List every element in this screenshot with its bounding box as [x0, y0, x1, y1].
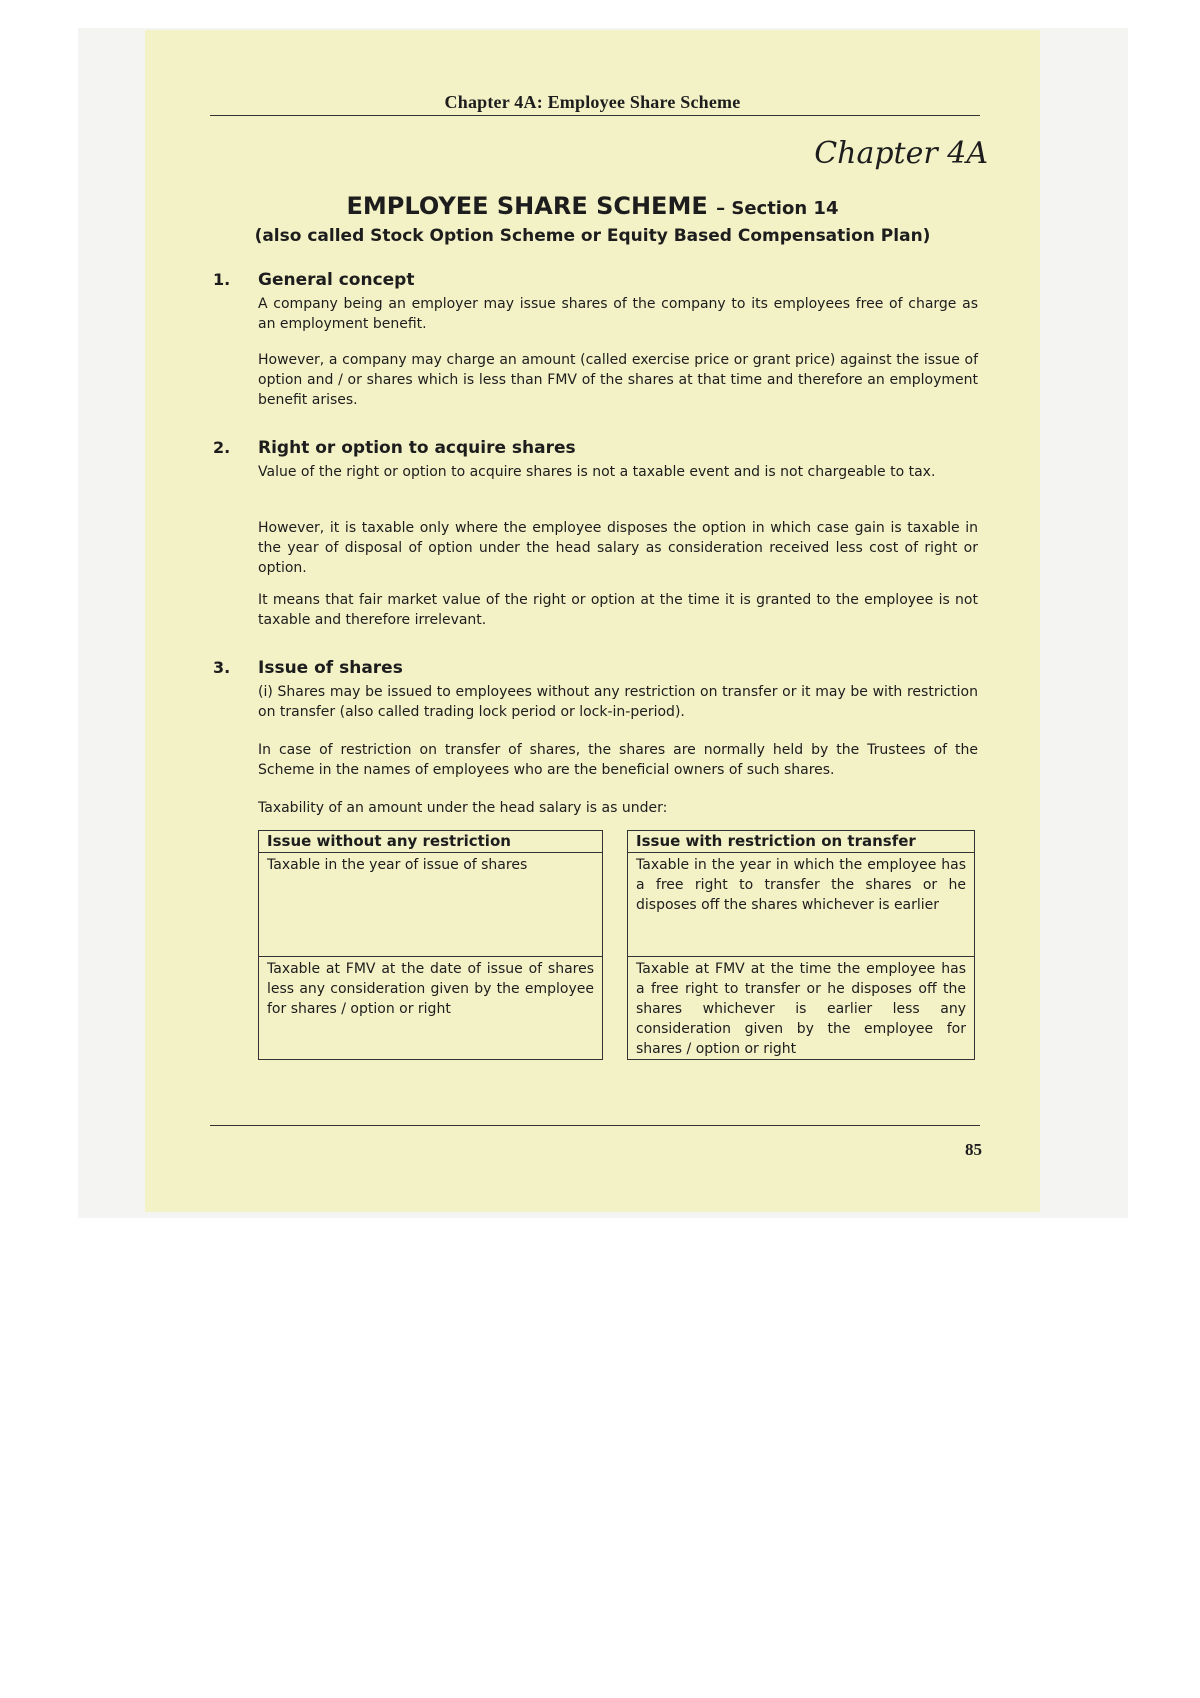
table-header: Issue without any restriction	[259, 831, 602, 853]
table-cell: Taxable in the year of issue of shares	[259, 853, 602, 957]
section-right-or-option	[213, 438, 978, 628]
chapter-mark: Chapter 4A	[814, 136, 988, 171]
section-number: 3.	[213, 658, 231, 677]
table-cell: Taxable at FMV at the date of issue of shares less any consideration given by the employee for shares / option or right	[267, 961, 594, 1017]
title-main: EMPLOYEE SHARE SCHEME	[346, 192, 708, 220]
document-page	[145, 30, 1040, 1212]
section-heading: Right or option to acquire shares	[258, 438, 576, 458]
page-title	[145, 192, 1040, 220]
header-rule	[210, 115, 980, 116]
section-paragraph: (i) Shares may be issued to employees without any restriction on transfer or it may be with restriction on transfer (also called trading lock period or lock-in-period).	[258, 684, 978, 720]
running-header: Chapter 4A: Employee Share Scheme	[444, 92, 741, 112]
table-header: Issue with restriction on transfer	[628, 831, 974, 853]
page-number: 85	[965, 1140, 982, 1159]
section-paragraph: Value of the right or option to acquire shares is not a taxable event and is not chargeable to tax.	[258, 464, 936, 480]
section-heading: General concept	[258, 270, 415, 290]
table-cell: Taxable in the year in which the employee has a free right to transfer the shares or he disposes off the shares whichever is earlier	[628, 853, 974, 957]
section-paragraph: A company being an employer may issue shares of the company to its employees free of charge as an employment benefit.	[258, 296, 978, 332]
table-column-without-restriction	[258, 830, 603, 1060]
table-column-with-restriction	[627, 830, 975, 1060]
section-paragraph: However, a company may charge an amount (called exercise price or grant price) against the issue of option and / or shares which is less than FMV of the shares at that time and therefore an employment benefit arises.	[258, 352, 978, 408]
section-issue-of-shares	[213, 658, 978, 818]
section-paragraph: Taxability of an amount under the head salary is as under:	[258, 800, 668, 816]
section-number: 1.	[213, 270, 231, 289]
section-heading: Issue of shares	[258, 658, 403, 678]
section-number: 2.	[213, 438, 231, 457]
section-paragraph: It means that fair market value of the right or option at the time it is granted to the employee is not taxable and therefore irrelevant.	[258, 592, 978, 628]
title-section-ref: – Section 14	[716, 198, 839, 219]
table-cell: Taxable at FMV at the time the employee has a free right to transfer or he disposes off the shares whichever is earlier less any consideration given by the employee for shares / option or right	[636, 961, 966, 1057]
section-paragraph: In case of restriction on transfer of shares, the shares are normally held by the Trustees of the Scheme in the names of employees who are the beneficial owners of such shares.	[258, 742, 978, 778]
section-paragraph: However, it is taxable only where the employee disposes the option in which case gain is taxable in the year of disposal of option under the head salary as consideration received less cost of right or option.	[258, 520, 978, 576]
page-subtitle: (also called Stock Option Scheme or Equity Based Compensation Plan)	[254, 226, 931, 246]
footer-rule	[210, 1125, 980, 1126]
section-general-concept	[213, 270, 978, 408]
